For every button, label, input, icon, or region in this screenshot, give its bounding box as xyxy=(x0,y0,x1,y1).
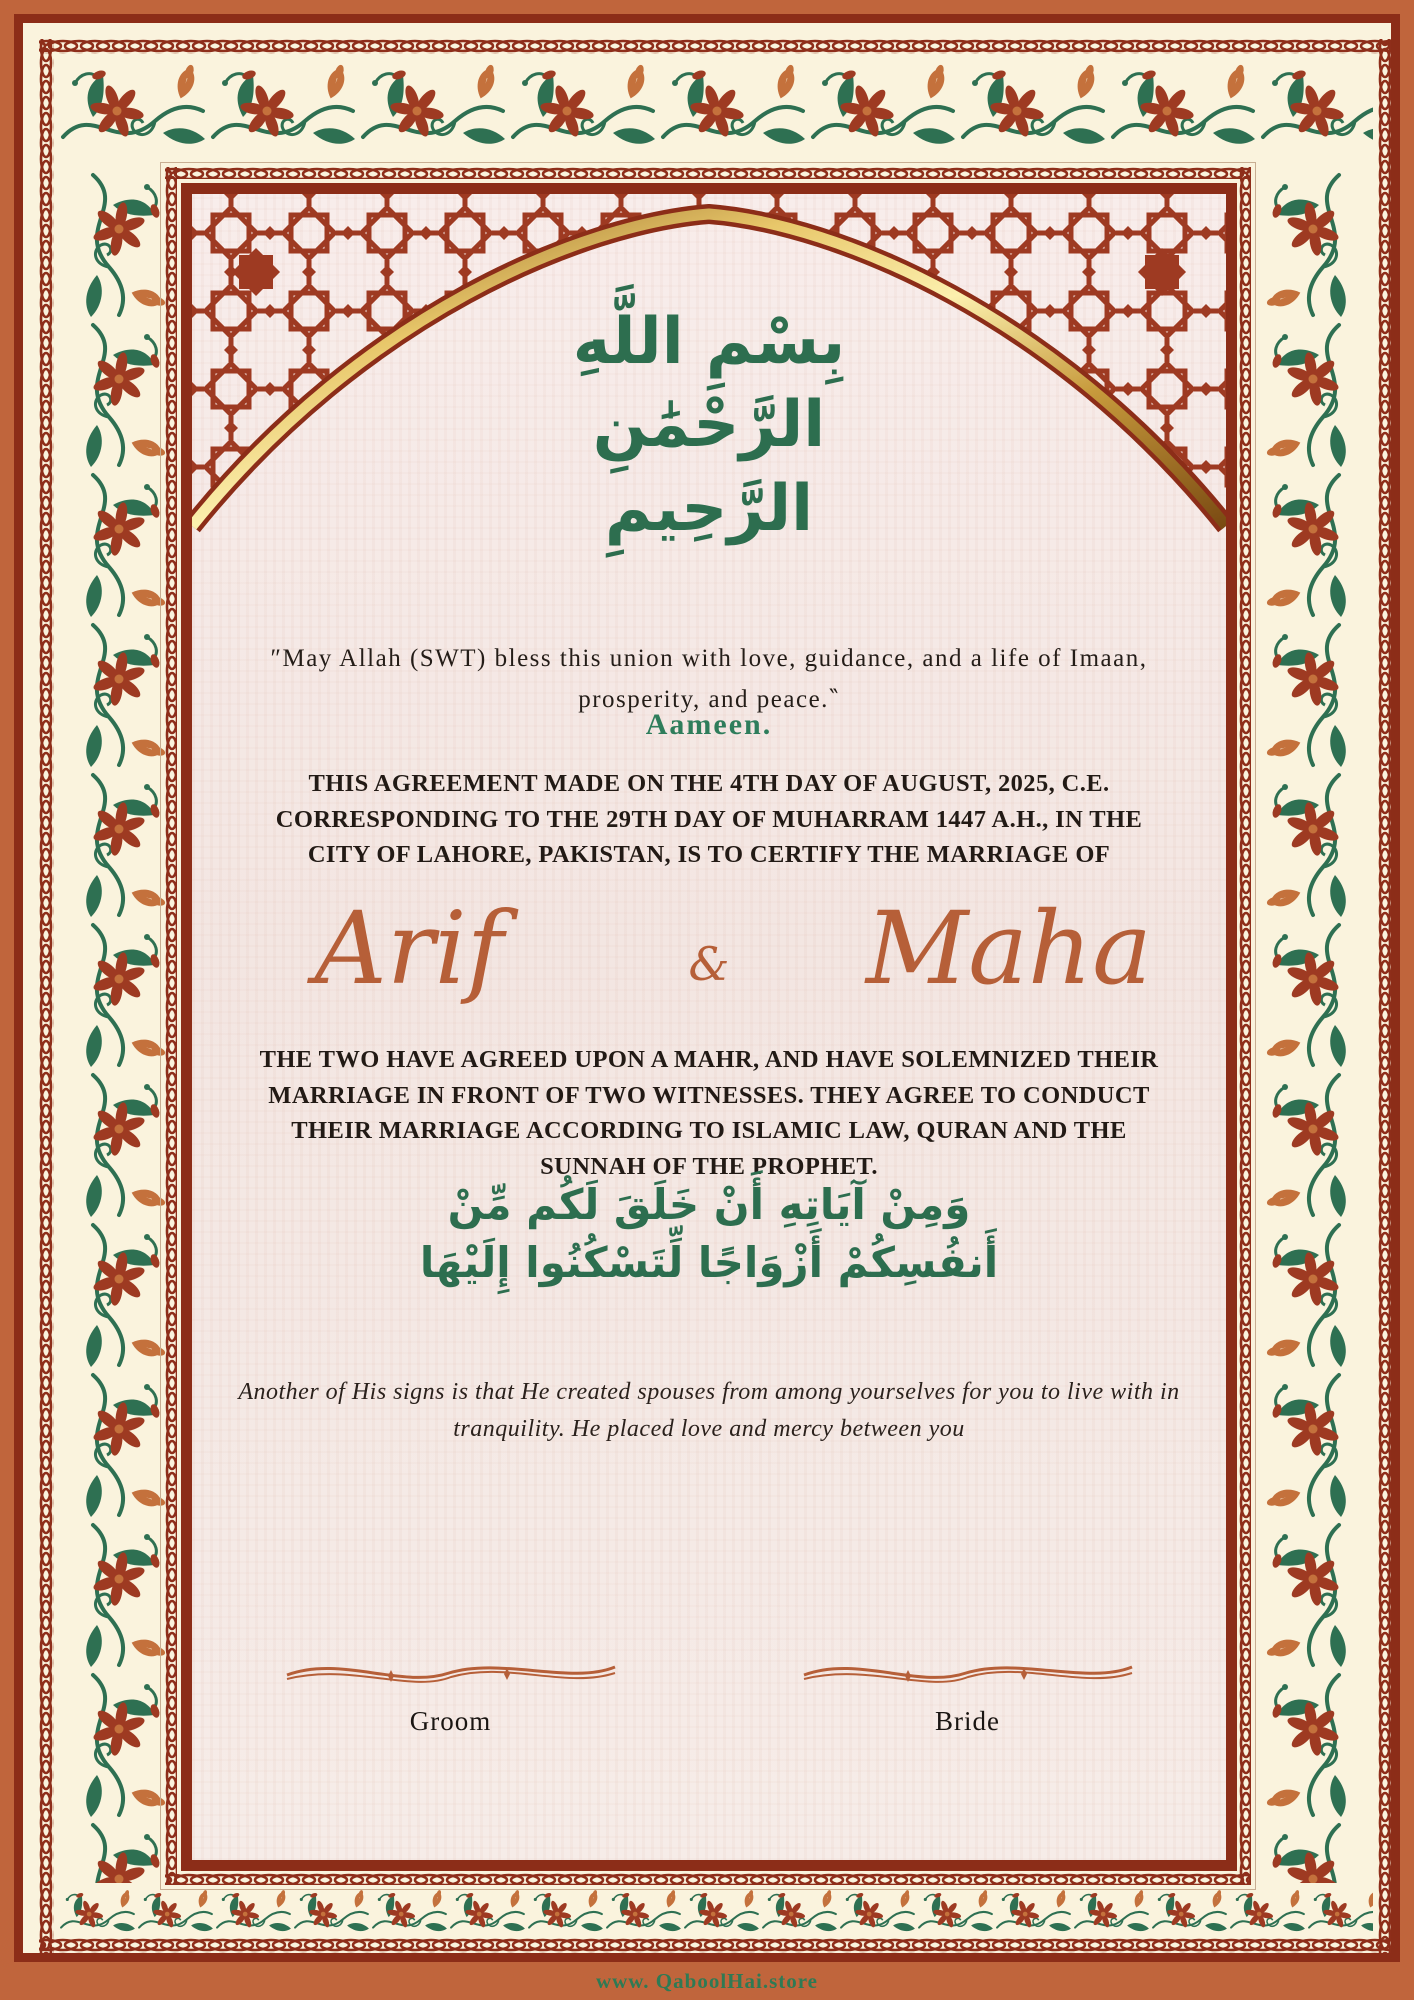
signature-labels-row xyxy=(192,1706,1226,1737)
ampersand: & xyxy=(688,936,730,991)
floral-border-right-ornament xyxy=(1263,171,1373,1883)
verse-translation: Another of His signs is that He created spouses from among yourselves for you to live with in tranquility. He placed love and mercy between you xyxy=(238,1379,1180,1443)
bride-flourish-icon xyxy=(798,1649,1138,1695)
certificate-paper xyxy=(181,183,1237,1871)
bismillah-calligraphy: بِسْمِ اللَّهِ الرَّحْمَٰنِ الرَّحِيمِ xyxy=(572,305,846,546)
footer-bar xyxy=(0,1962,1414,2000)
aameen-text: Aameen. xyxy=(645,708,773,741)
groom-name: Arif xyxy=(314,889,504,1007)
signature-flourish-row xyxy=(192,1649,1226,1695)
groom-label: Groom xyxy=(409,1706,492,1736)
bride-signature-line[interactable] xyxy=(709,1649,1226,1695)
right-star-medallion-icon xyxy=(1138,248,1186,296)
chain-border-bottom-ornament xyxy=(39,1938,1393,1953)
floral-border-bottom-ornament xyxy=(59,1887,1373,1935)
quran-verse-calligraphy: وَمِنْ آيَاتِهِ أَنْ خَلَقَ لَكُم مِّنْ أَنفُسِكُمْ أَزْوَاجًا لِّتَسْكُنُوا إِلَيْهَا xyxy=(419,1180,999,1287)
inner-certificate-frame xyxy=(160,162,1256,1890)
chain-border-left-ornament xyxy=(39,39,54,1953)
groom-flourish-icon xyxy=(281,1649,621,1695)
chain-border-top-ornament xyxy=(39,39,1393,54)
inner-chain-top-ornament xyxy=(165,167,1251,179)
inner-chain-left-ornament xyxy=(165,167,177,1885)
bride-name: Maha xyxy=(865,889,1152,1007)
chain-border-right-ornament xyxy=(1378,39,1393,1953)
floral-border-top-ornament xyxy=(59,59,1373,169)
inner-chain-right-ornament xyxy=(1239,167,1251,1885)
footer-url[interactable]: www. QaboolHai.store xyxy=(595,1968,819,1993)
inner-chain-bottom-ornament xyxy=(165,1873,1251,1885)
couple-names-row xyxy=(192,856,1226,1041)
agreement-statement: THIS AGREEMENT MADE ON THE 4TH DAY OF AUGUST, 2025, C.E. CORRESPONDING TO THE 29TH DAY OF MUHARRAM 1447 A.H., IN THE CITY OF LAHORE, PAKISTAN, IS TO CERTIFY THE MARRIAGE OF xyxy=(275,770,1143,869)
blessing-quote: ″May Allah (SWT) bless this union with love, guidance, and a life of Imaan, prosperity, and peace.‶ xyxy=(270,645,1148,713)
vow-statement: THE TWO HAVE AGREED UPON A MAHR, AND HAVE SOLEMNIZED THEIR MARRIAGE IN FRONT OF TWO WITNESSES. THEY AGREE TO CONDUCT THEIR MARRIAGE ACCORDING TO ISLAMIC LAW, QURAN AND THE SUNNAH OF THE PROPHET. xyxy=(259,1046,1159,1180)
floral-border-left-ornament xyxy=(59,171,169,1883)
left-star-medallion-icon xyxy=(232,248,280,296)
bride-label: Bride xyxy=(935,1706,1000,1736)
groom-signature-line[interactable] xyxy=(192,1649,709,1695)
